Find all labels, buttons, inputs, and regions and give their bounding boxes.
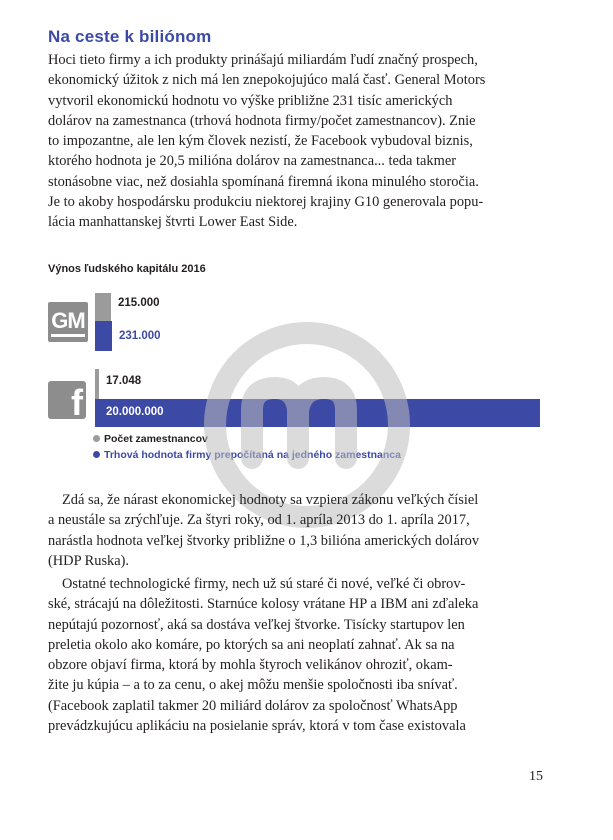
legend-dot-grey: [93, 435, 100, 442]
paragraph-intro: [48, 50, 544, 233]
legend-label: Počet zamestnancov: [104, 433, 208, 445]
facebook-logo-icon: [48, 381, 86, 419]
text-line: narástla hodnota veľkej štvorky približne o 1,3 bilióna amerických dolárov: [48, 532, 480, 549]
text-line: prevádzkujúcu aplikáciu na posielanie správ, ktorá v tom čase existovala: [48, 718, 466, 735]
text-line: žite ju kúpia – a to za cenu, o akej môžu menšie spoločnosti iba snívať.: [48, 677, 458, 694]
legend-dot-blue: [93, 451, 100, 458]
text-line: stonásobne viac, než dosiahla spomínaná firemná ikona minulého storočia.: [48, 173, 479, 190]
text-line: a neustále sa zrýchľuje. Za štyri roky, od 1. apríla 2013 do 1. apríla 2017,: [48, 512, 470, 529]
text-line: Hoci tieto firmy a ich produkty prinášajú miliardám ľudí značný prospech,: [48, 52, 478, 68]
label-facebook-employees: 17.048: [106, 375, 142, 387]
text-line: obzore objaví firma, ktorá by mohla štyroch velikánov ohroziť, okam-: [48, 657, 453, 674]
text-line: ské, strácajú na dôležitosti. Starnúce kolosy vrátane HP a IBM ani zďaleka: [48, 596, 479, 613]
text-line: ktorého hodnota je 20,5 milióna dolárov na zamestnanca... teda takmer: [48, 153, 456, 170]
text-line: dolárov na zamestnanca (trhová hodnota firmy/počet zamestnancov). Znie: [48, 112, 476, 129]
bar-gm-value: [95, 321, 112, 351]
gm-logo-icon: [48, 302, 88, 342]
gm-logo-text: GM: [51, 308, 85, 333]
text-line: vytvoril ekonomickú hodnotu vo výške približne 231 tisíc amerických: [48, 92, 453, 109]
label-facebook-value: 20.000.000: [106, 406, 164, 418]
text-line: (Facebook zaplatil takmer 20 miliárd dolárov za spoločnosť WhatsApp: [48, 697, 458, 714]
legend-label: Trhová hodnota firmy prepočítaná na jedného zamestnanca: [104, 449, 401, 461]
facebook-logo-text: f: [71, 382, 83, 419]
text-line: preletia okolo ako komáre, po ktorých sa ani neoplatí zahnať. Ak sa na: [48, 636, 455, 653]
label-gm-value: 231.000: [119, 330, 161, 342]
text-line: Zdá sa, že nárast ekonomickej hodnoty sa vzpiera zákonu veľkých čísiel: [62, 492, 479, 508]
paragraph-growth: [48, 490, 544, 571]
text-line: to impozantne, ale len kým človek nezistí, že Facebook vybudoval biznis,: [48, 133, 473, 150]
text-line: ekonomický úžitok z nich má len znepokojujúco malá časť. General Motors: [48, 72, 486, 89]
paragraph-competitors: [48, 574, 544, 736]
chart-title: Výnos ľudského kapitálu 2016: [48, 263, 206, 275]
text-line: (HDP Ruska).: [48, 552, 130, 569]
bar-gm-employees: [95, 293, 111, 321]
gm-logo-underline: [51, 334, 85, 337]
section-heading: Na ceste k biliónom: [48, 27, 212, 46]
page-number: 15: [529, 769, 543, 784]
text-line: nepútajú pozornosť, aká sa dostáva veľkej štvorke. Tisícky startupov len: [48, 616, 465, 633]
bar-facebook-employees: [95, 369, 99, 399]
label-gm-employees: 215.000: [118, 297, 160, 309]
text-line: lácia manhattanskej štvrti Lower East Side.: [48, 214, 298, 231]
text-line: Ostatné technologické firmy, nech už sú staré či nové, veľké či obrov-: [62, 576, 466, 592]
text-line: Je to akoby hospodársku produkciu niektorej krajiny G10 generovala popu-: [48, 194, 484, 211]
legend-item-employees: [93, 433, 208, 445]
